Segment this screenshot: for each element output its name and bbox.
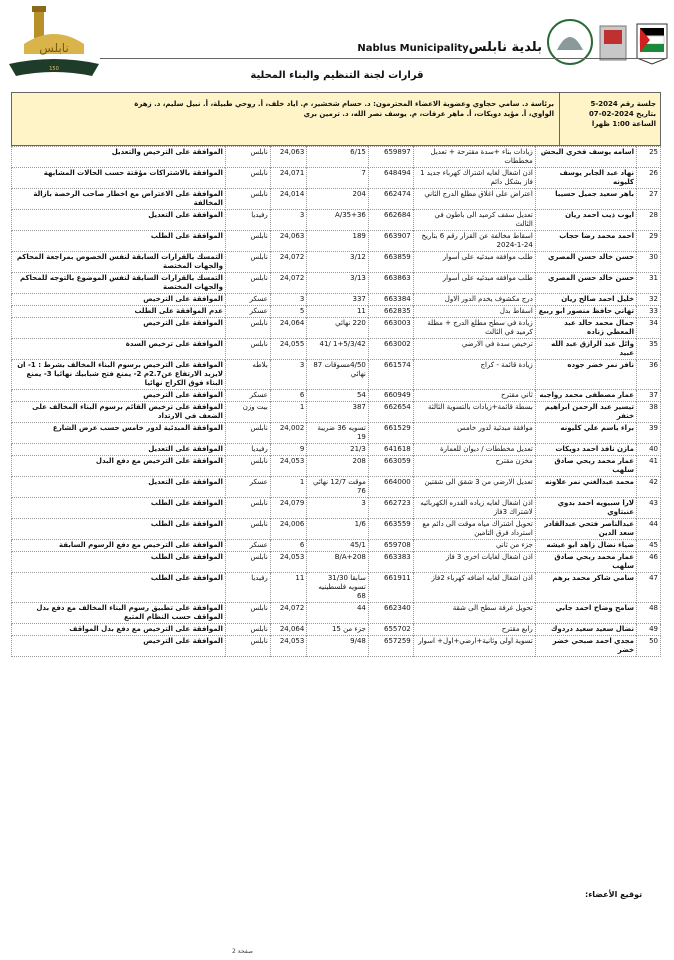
license-number: 659708	[368, 540, 413, 552]
applicant-name: مجدي احمد صبحي خضر خضر	[535, 636, 636, 657]
license-number: 662340	[368, 603, 413, 624]
members-signature-label: توقيع الأعضاء:	[585, 890, 643, 899]
area-name: بلاطه	[225, 360, 270, 390]
plot-number: 220 نهائي	[307, 318, 369, 339]
basin-number: 3	[270, 294, 307, 306]
request-description: اذن اشغال لغايه اضافه كهرباء 2فاز	[413, 573, 535, 603]
row-number: 33	[637, 306, 661, 318]
area-name: رفيديا	[225, 444, 270, 456]
area-name: نابلس	[225, 552, 270, 573]
basin-number: 24,055	[270, 339, 307, 360]
decision-text: الموافقة المبدئية لدور خامس حسب عرض الشارع	[12, 423, 226, 444]
decisions-table	[11, 146, 661, 657]
plot-number: 387	[307, 402, 369, 423]
applicant-name: خليل احمد صالح ريان	[535, 294, 636, 306]
area-name: عسكر	[225, 294, 270, 306]
row-number: 34	[637, 318, 661, 339]
row-number: 37	[637, 390, 661, 402]
applicant-name: اسامه يوسف فخري البحش	[535, 147, 636, 168]
municipality-name	[357, 40, 542, 58]
row-number: 25	[637, 147, 661, 168]
table-row	[12, 624, 661, 636]
license-number: 663384	[368, 294, 413, 306]
table-row	[12, 636, 661, 657]
applicant-name: نضال سعيد سعيد دردوك	[535, 624, 636, 636]
decision-text: الموافقة على الترخيص	[12, 294, 226, 306]
row-number: 48	[637, 603, 661, 624]
applicant-name: نافز نمر خضر جوده	[535, 360, 636, 390]
license-number: 662684	[368, 210, 413, 231]
row-number: 31	[637, 273, 661, 294]
request-description: اذن اشغال لغايات اخرى 3 فاز	[413, 552, 535, 573]
applicant-name: حسن خالد حسن المصري	[535, 273, 636, 294]
decision-text: الموافقة على الترخيص مع دفع الرسوم السابقة	[12, 540, 226, 552]
request-description: ترخيص سدة في الارضي	[413, 339, 535, 360]
license-number: 663003	[368, 318, 413, 339]
decision-text: الموافقة على الترخيص والتعديل	[12, 147, 226, 168]
table-row	[12, 231, 661, 252]
decision-text: الموافقة على الاعتراض مع اخطار صاحب الرخصة بازالة المخالفة	[12, 189, 226, 210]
row-number: 44	[637, 519, 661, 540]
decision-text: التمسك بالقرارات السابقة لنفس الموضوع بالتوجه للمحاكم والجهات المختصة	[12, 273, 226, 294]
applicant-name: تيسير عبد الرحمن ابراهيم خنفر	[535, 402, 636, 423]
decision-text: الموافقة على الترخيص مع دفع بدل المواقف	[12, 624, 226, 636]
session-time: الساعة 1:00 ظهرا	[591, 120, 656, 128]
session-number: جلسة رقم 2024-5	[590, 100, 656, 108]
area-name: عسكر	[225, 390, 270, 402]
plot-number: 7	[307, 168, 369, 189]
request-description: اذن اشغال لغايه اشتراك كهرباء جديد 1 فاز بشكل دائم	[413, 168, 535, 189]
basin-number: 24,071	[270, 168, 307, 189]
license-number: 663002	[368, 339, 413, 360]
license-number: 662835	[368, 306, 413, 318]
table-row	[12, 402, 661, 423]
request-description: زيادة قائمة - كراج	[413, 360, 535, 390]
basin-number: 24,002	[270, 423, 307, 444]
request-description: تسوية اولى وثانية+ارضي+اول+ اسوار	[413, 636, 535, 657]
area-name: نابلس	[225, 456, 270, 477]
request-description: تعديل الارضي من 3 شقق الى شقتين	[413, 477, 535, 498]
decision-text: الموافقة على التعديل	[12, 444, 226, 456]
table-row	[12, 189, 661, 210]
decision-text: عدم الموافقة على الطلب	[12, 306, 226, 318]
applicant-name: باهر سعيد جميل حسيبا	[535, 189, 636, 210]
decision-text: التمسك بالقرارات السابقة لنفس الخصوص بمراجعة المحاكم والجهات المختصة	[12, 252, 226, 273]
license-number: 664000	[368, 477, 413, 498]
row-number: 27	[637, 189, 661, 210]
table-row	[12, 252, 661, 273]
basin-number: 24,053	[270, 552, 307, 573]
request-description: اذن اشغال لغايه زياده القدره الكهربائيه لاشتراك 3فاز	[413, 498, 535, 519]
plot-number: 11	[307, 306, 369, 318]
basin-number: 3	[270, 210, 307, 231]
request-description: زيادات بناء +سدة مقترحة + تعديل مخططات	[413, 147, 535, 168]
table-row	[12, 390, 661, 402]
plot-number: سابقا 31/30 تسويه فلسطينيه 68	[307, 573, 369, 603]
plot-number: 6/15	[307, 147, 369, 168]
license-number: 659897	[368, 147, 413, 168]
basin-number: 6	[270, 390, 307, 402]
area-name: عسكر	[225, 477, 270, 498]
area-name: نابلس	[225, 636, 270, 657]
page-number: صفحة 2	[232, 948, 253, 955]
basin-number: 24,053	[270, 636, 307, 657]
area-name: عسكر	[225, 306, 270, 318]
request-description: اسقاط مخالفة عن القرار رقم 6 بتاريخ 24-1-2024	[413, 231, 535, 252]
decision-text: الموافقة على الترخيص	[12, 636, 226, 657]
plot-number: 1/6	[307, 519, 369, 540]
plot-number: 337	[307, 294, 369, 306]
basin-number: 24,063	[270, 231, 307, 252]
table-row	[12, 318, 661, 339]
svg-text:نابلس: نابلس	[39, 41, 69, 55]
plot-number: 3/12	[307, 252, 369, 273]
table-row	[12, 423, 661, 444]
request-description: اعتراض على اغلاق مطلع الدرج الثاني	[413, 189, 535, 210]
area-name: نابلس	[225, 603, 270, 624]
applicant-name: نهاد عبد الجابر يوسف كليونه	[535, 168, 636, 189]
row-number: 38	[637, 402, 661, 423]
area-name: نابلس	[225, 339, 270, 360]
decision-text: الموافقة على الترخيص	[12, 390, 226, 402]
basin-number: 24,072	[270, 273, 307, 294]
row-number: 32	[637, 294, 661, 306]
basin-number: 24,072	[270, 603, 307, 624]
plot-number: 21/3	[307, 444, 369, 456]
basin-number: 24,072	[270, 252, 307, 273]
decision-text: الموافقة على الترخيص	[12, 318, 226, 339]
decision-text: الموافقة على الطلب	[12, 573, 226, 603]
plot-number: تسويه 36 ضريبة 19	[307, 423, 369, 444]
area-name: نابلس	[225, 624, 270, 636]
table-row	[12, 519, 661, 540]
request-description: طلب موافقه مبدئيه على أسوار	[413, 252, 535, 273]
decision-text: الموافقة على التعديل	[12, 477, 226, 498]
municipality-name-en: Nablus Municipality	[357, 43, 469, 54]
decision-text: الموافقة على الطلب	[12, 519, 226, 540]
row-number: 40	[637, 444, 661, 456]
decision-text: الموافقة على الطلب	[12, 552, 226, 573]
request-description: جزء من ثاني	[413, 540, 535, 552]
basin-number: 1	[270, 477, 307, 498]
area-name: نابلس	[225, 231, 270, 252]
basin-number: 1	[270, 402, 307, 423]
license-number: 663059	[368, 456, 413, 477]
license-number: 663383	[368, 552, 413, 573]
area-name: عسكر	[225, 540, 270, 552]
license-number: 655702	[368, 624, 413, 636]
plot-number: 204	[307, 189, 369, 210]
row-number: 36	[637, 360, 661, 390]
request-description: تعديل مخططات / ديوان للعمارة	[413, 444, 535, 456]
applicant-name: تهاني حافظ منصور ابو ربيع	[535, 306, 636, 318]
session-members: برئاسة د. سامي حجاوي وعضوية الاعضاء المحترمون: د. حسام شخشير، م. اياد خلف، أ. روحي طبيلة، أ. نبيل سليم، د. زهرة الواوي، أ. مؤيد دويكات، أ. ماهر عرفات، م. يوسف نصر الله، د. ترمين بري	[134, 100, 554, 118]
applicant-name: احمد محمد رضا حجاب	[535, 231, 636, 252]
request-description: اسقاط بدل	[413, 306, 535, 318]
license-number: 661529	[368, 423, 413, 444]
municipality-name-ar: بلدية نابلس	[468, 40, 542, 55]
plot-number: جزء من 15	[307, 624, 369, 636]
license-number: 660949	[368, 390, 413, 402]
license-number: 641618	[368, 444, 413, 456]
row-number: 47	[637, 573, 661, 603]
request-description: بسطة قائمة+زيادات بالتسوية الثالثة	[413, 402, 535, 423]
row-number: 29	[637, 231, 661, 252]
request-description: تحويل اشتراك مياه موقت الى دائم مع استرداد فرق التامين	[413, 519, 535, 540]
row-number: 39	[637, 423, 661, 444]
table-row	[12, 540, 661, 552]
request-description: رابع مقترح	[413, 624, 535, 636]
table-row	[12, 147, 661, 168]
decision-text: الموافقة على ترخيص السدة	[12, 339, 226, 360]
svg-text:150: 150	[49, 66, 59, 72]
basin-number: 24,063	[270, 147, 307, 168]
applicant-name: ايوب ذيب احمد ريان	[535, 210, 636, 231]
plot-number: 54	[307, 390, 369, 402]
plot-number: A/35+36	[307, 210, 369, 231]
area-name: نابلس	[225, 519, 270, 540]
decision-text: الموافقة على ترخيص القائم برسوم البناء المخالف على الضعف في الارتداد	[12, 402, 226, 423]
area-name: رفيديا	[225, 210, 270, 231]
decision-text: الموافقة على الطلب	[12, 231, 226, 252]
session-info-box	[11, 92, 661, 146]
basin-number: 24,064	[270, 318, 307, 339]
table-row	[12, 294, 661, 306]
header-divider	[100, 58, 666, 59]
applicant-name: وائل عبد الرازق عبد الله عبيد	[535, 339, 636, 360]
table-row	[12, 210, 661, 231]
table-row	[12, 339, 661, 360]
table-row	[12, 168, 661, 189]
basin-number: 6	[270, 540, 307, 552]
basin-number: 3	[270, 360, 307, 390]
plot-number: 189	[307, 231, 369, 252]
request-description: تحويل غرفة سطح الى شقة	[413, 603, 535, 624]
basin-number: 5	[270, 306, 307, 318]
basin-number: 24,064	[270, 624, 307, 636]
applicant-name: ضياء نضال زاهد ابو عيشه	[535, 540, 636, 552]
applicant-name: جمال محمد خالد عبد المعطي زناده	[535, 318, 636, 339]
area-name: نابلس	[225, 168, 270, 189]
basin-number: 9	[270, 444, 307, 456]
table-row	[12, 477, 661, 498]
basin-number: 24,053	[270, 456, 307, 477]
decision-text: الموافقة على الطلب	[12, 498, 226, 519]
applicant-name: عبدالناصر فتحي عبدالقادر سعد الدين	[535, 519, 636, 540]
plot-number: 9/48	[307, 636, 369, 657]
area-name: نابلس	[225, 318, 270, 339]
table-row	[12, 573, 661, 603]
request-description: تعديل سقف كرميد الى باطون في الثالث	[413, 210, 535, 231]
table-row	[12, 273, 661, 294]
request-description: موافقة مبدئية لدور خامس	[413, 423, 535, 444]
basin-number: 24,014	[270, 189, 307, 210]
table-row	[12, 306, 661, 318]
row-number: 45	[637, 540, 661, 552]
plot-number: 3	[307, 498, 369, 519]
basin-number: 11	[270, 573, 307, 603]
row-number: 35	[637, 339, 661, 360]
area-name: نابلس	[225, 273, 270, 294]
request-description: مخزن مقترح	[413, 456, 535, 477]
applicant-name: لارا سبيويه احمد بدوي عنبتاوي	[535, 498, 636, 519]
row-number: 26	[637, 168, 661, 189]
table-row	[12, 360, 661, 390]
area-name: نابلس	[225, 423, 270, 444]
table-row	[12, 456, 661, 477]
area-name: رفيديا	[225, 573, 270, 603]
license-number: 663907	[368, 231, 413, 252]
applicant-name: محمد عبدالغني نمر علاونه	[535, 477, 636, 498]
row-number: 30	[637, 252, 661, 273]
plot-number: موقت 12/7 نهائي 76	[307, 477, 369, 498]
session-date: بتاريخ 2024-02-07	[588, 110, 656, 118]
table-row	[12, 498, 661, 519]
license-number: 663863	[368, 273, 413, 294]
area-name: نابلس	[225, 498, 270, 519]
decision-text: الموافقة على الترخيص مع دفع البدل	[12, 456, 226, 477]
plot-number: 4/50مسوقات 87 نهائي	[307, 360, 369, 390]
applicant-name: عمار محمد ربحي صادق سلهب	[535, 552, 636, 573]
session-divider	[559, 93, 560, 145]
applicant-name: سامح وضاح احمد جابي	[535, 603, 636, 624]
area-name: نابلس	[225, 252, 270, 273]
page-title: قرارات لجنة التنظيم والبناء المحلية	[250, 70, 424, 81]
area-name: نابلس	[225, 189, 270, 210]
decision-text: الموافقة بالاشتراكات مؤقتة حسب الحالات المشابهة	[12, 168, 226, 189]
license-number: 662474	[368, 189, 413, 210]
applicant-name: مازن نافذ احمد دويكات	[535, 444, 636, 456]
applicant-name: حسن خالد حسن المصري	[535, 252, 636, 273]
plot-number: 208	[307, 456, 369, 477]
area-name: نابلس	[225, 147, 270, 168]
area-name: بيت وزن	[225, 402, 270, 423]
row-number: 41	[637, 456, 661, 477]
license-number: 662723	[368, 498, 413, 519]
session-details	[561, 99, 656, 129]
decision-text: الموافقة على الترخيص برسوم البناء المخالف بشرط : 1- ان لايزيد الارتفاع عن2.7م 2- يمنع فتح شبابيك نهائيا 3- يمنع البناء فوق الكراج نهائيا	[12, 360, 226, 390]
table-row	[12, 603, 661, 624]
license-number: 661574	[368, 360, 413, 390]
row-number: 28	[637, 210, 661, 231]
license-number: 663859	[368, 252, 413, 273]
row-number: 42	[637, 477, 661, 498]
row-number: 49	[637, 624, 661, 636]
plot-number: 1+5/3/42 /41	[307, 339, 369, 360]
applicant-name: عمار مصطفى محمد رواجبه	[535, 390, 636, 402]
row-number: 46	[637, 552, 661, 573]
request-description: زيادة في سطح مطلع الدرج + مظلة كرميد في الثالث	[413, 318, 535, 339]
license-number: 648494	[368, 168, 413, 189]
decision-text: الموافقة على تطبيق رسوم البناء المخالف مع دفع بدل المواقف حسب النظام المتبع	[12, 603, 226, 624]
plot-number: 44	[307, 603, 369, 624]
page-header	[0, 0, 674, 90]
applicant-name: براء باسم علي كليونه	[535, 423, 636, 444]
license-number: 657259	[368, 636, 413, 657]
row-number: 50	[637, 636, 661, 657]
license-number: 661911	[368, 573, 413, 603]
basin-number: 24,079	[270, 498, 307, 519]
plot-number: 3/13	[307, 273, 369, 294]
license-number: 663559	[368, 519, 413, 540]
applicant-name: سامي شاكر محمد برهم	[535, 573, 636, 603]
plot-number: 45/1	[307, 540, 369, 552]
license-number: 662654	[368, 402, 413, 423]
request-description: درج مكشوف يخدم الدور الاول	[413, 294, 535, 306]
applicant-name: عمار محمد ربحي صادق سلهب	[535, 456, 636, 477]
plot-number: B/A+208	[307, 552, 369, 573]
decision-text: الموافقة على التعديل	[12, 210, 226, 231]
table-row	[12, 552, 661, 573]
request-description: طلب موافقه مبدئيه على أسوار	[413, 273, 535, 294]
row-number: 43	[637, 498, 661, 519]
basin-number: 24,006	[270, 519, 307, 540]
request-description: ثاني مقترح	[413, 390, 535, 402]
table-row	[12, 444, 661, 456]
